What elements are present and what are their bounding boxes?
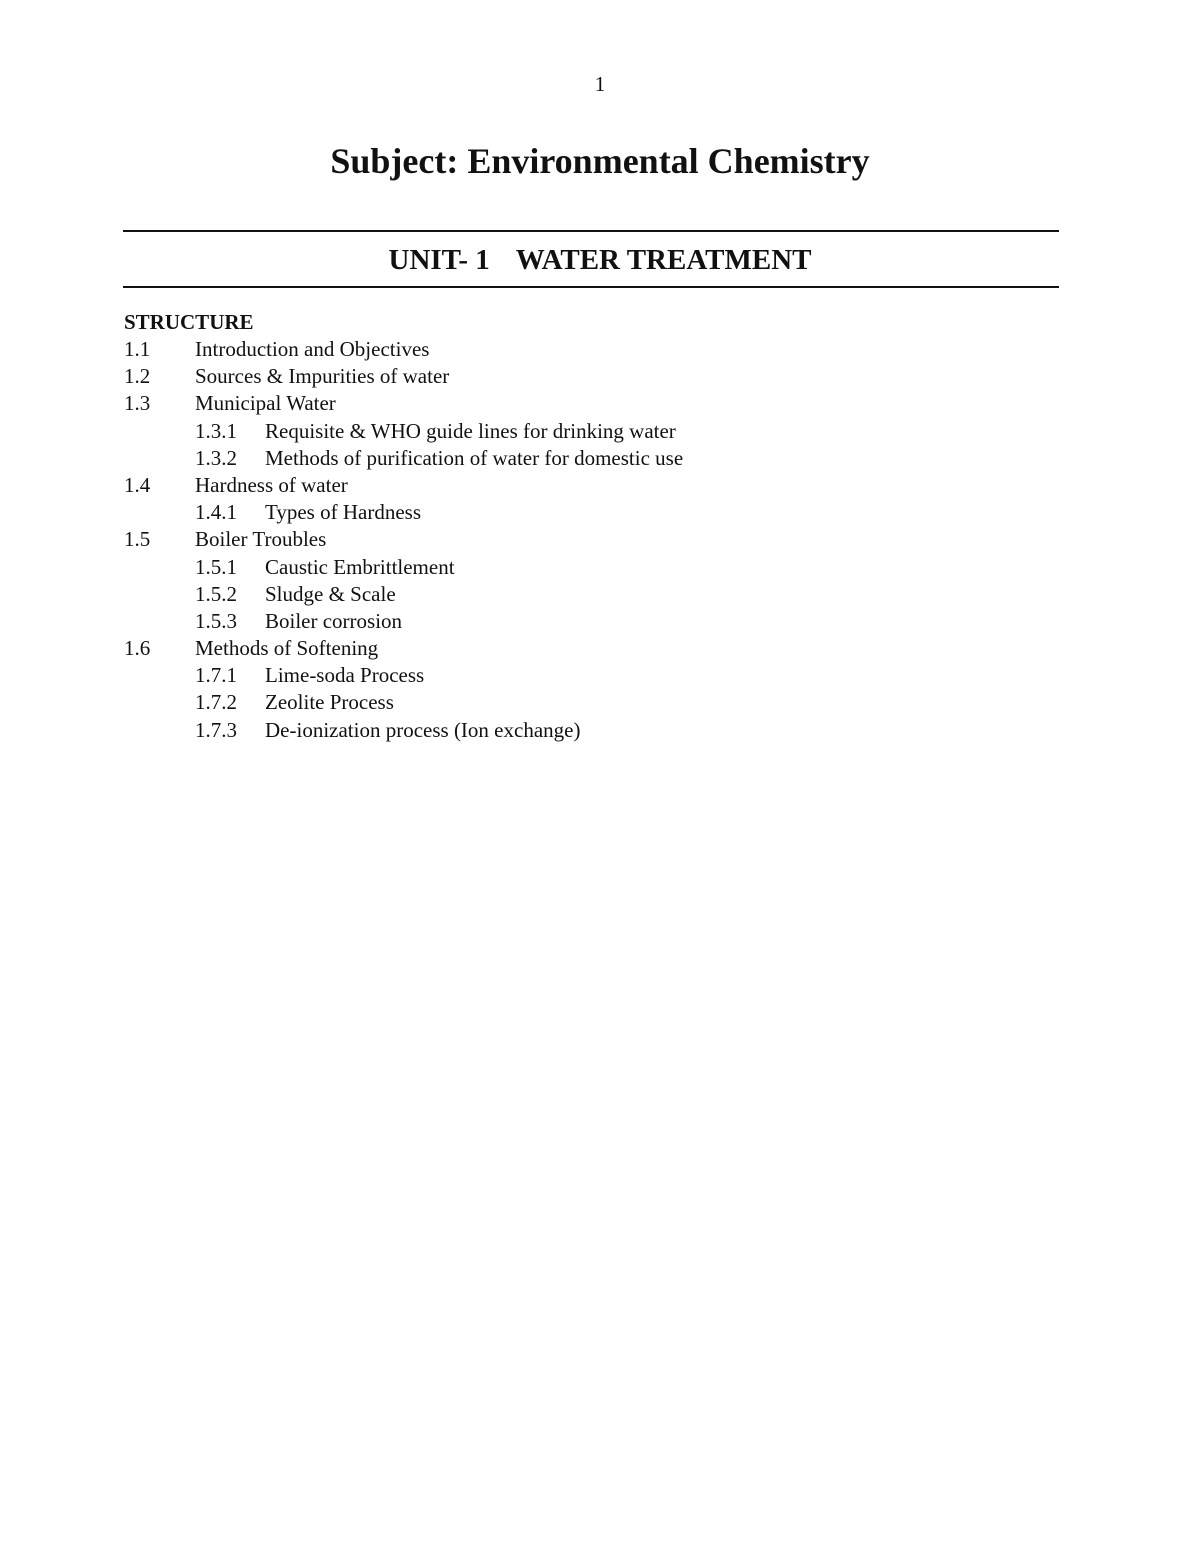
toc-title: Requisite & WHO guide lines for drinking water (265, 418, 676, 443)
toc-number: 1.6 (124, 636, 151, 661)
toc-item (124, 363, 1024, 390)
toc-item (124, 336, 1024, 363)
toc-number: 1.3 (124, 391, 151, 416)
toc-subitem (124, 554, 1024, 581)
toc-item (124, 526, 1024, 553)
toc-item (124, 635, 1024, 662)
top-rule (123, 230, 1059, 232)
toc-subitem (124, 445, 1024, 472)
toc-number: 1.4 (124, 472, 151, 497)
page-number: 1 (594, 72, 606, 96)
toc-number: 1.7.2 (195, 690, 237, 715)
toc-number: 1.5.2 (195, 581, 237, 606)
toc-title: Hardness of water (195, 472, 348, 497)
toc-item (124, 472, 1024, 499)
toc-title: Types of Hardness (265, 500, 421, 525)
unit-name: WATER TREATMENT (515, 244, 812, 276)
toc-subitem (124, 608, 1024, 635)
toc-title: Methods of Softening (195, 636, 379, 661)
bottom-rule (123, 286, 1059, 288)
toc-subitem (124, 418, 1024, 445)
toc-title: Introduction and Objectives (195, 337, 430, 361)
toc-title: De-ionization process (Ion exchange) (265, 717, 581, 742)
toc-title: Sources & Impurities of water (195, 364, 450, 389)
toc-subitem (124, 499, 1024, 526)
toc-subitem (124, 689, 1024, 716)
toc-title: Boiler corrosion (265, 608, 403, 633)
structure-section (124, 309, 1024, 744)
toc-number: 1.3.1 (195, 418, 237, 443)
toc-title: Boiler Troubles (195, 527, 327, 552)
toc-title: Methods of purification of water for domestic use (265, 445, 684, 470)
toc-title: Sludge & Scale (265, 581, 396, 606)
toc-number: 1.4.1 (195, 500, 237, 525)
toc-title: Lime-soda Process (265, 663, 425, 688)
toc-item (124, 390, 1024, 417)
unit-label: UNIT- 1 (388, 244, 490, 276)
toc-number: 1.5.3 (195, 608, 237, 633)
toc-number: 1.3.2 (195, 445, 237, 470)
toc-title: Municipal Water (195, 391, 336, 416)
toc-number: 1.5.1 (195, 554, 237, 579)
toc-number: 1.2 (124, 364, 151, 389)
toc-number: 1.7.1 (195, 663, 237, 688)
toc-number: 1.7.3 (195, 717, 237, 742)
toc-subitem (124, 717, 1024, 744)
toc-number: 1.5 (124, 527, 151, 552)
unit-title (0, 244, 1200, 277)
toc-title: Caustic Embrittlement (265, 554, 455, 579)
structure-heading: STRUCTURE (124, 310, 254, 334)
toc-subitem (124, 581, 1024, 608)
toc-subitem (124, 662, 1024, 689)
toc-title: Zeolite Process (265, 690, 394, 715)
subject-title: Subject: Environmental Chemistry (330, 141, 870, 181)
toc-number: 1.1 (124, 337, 151, 361)
